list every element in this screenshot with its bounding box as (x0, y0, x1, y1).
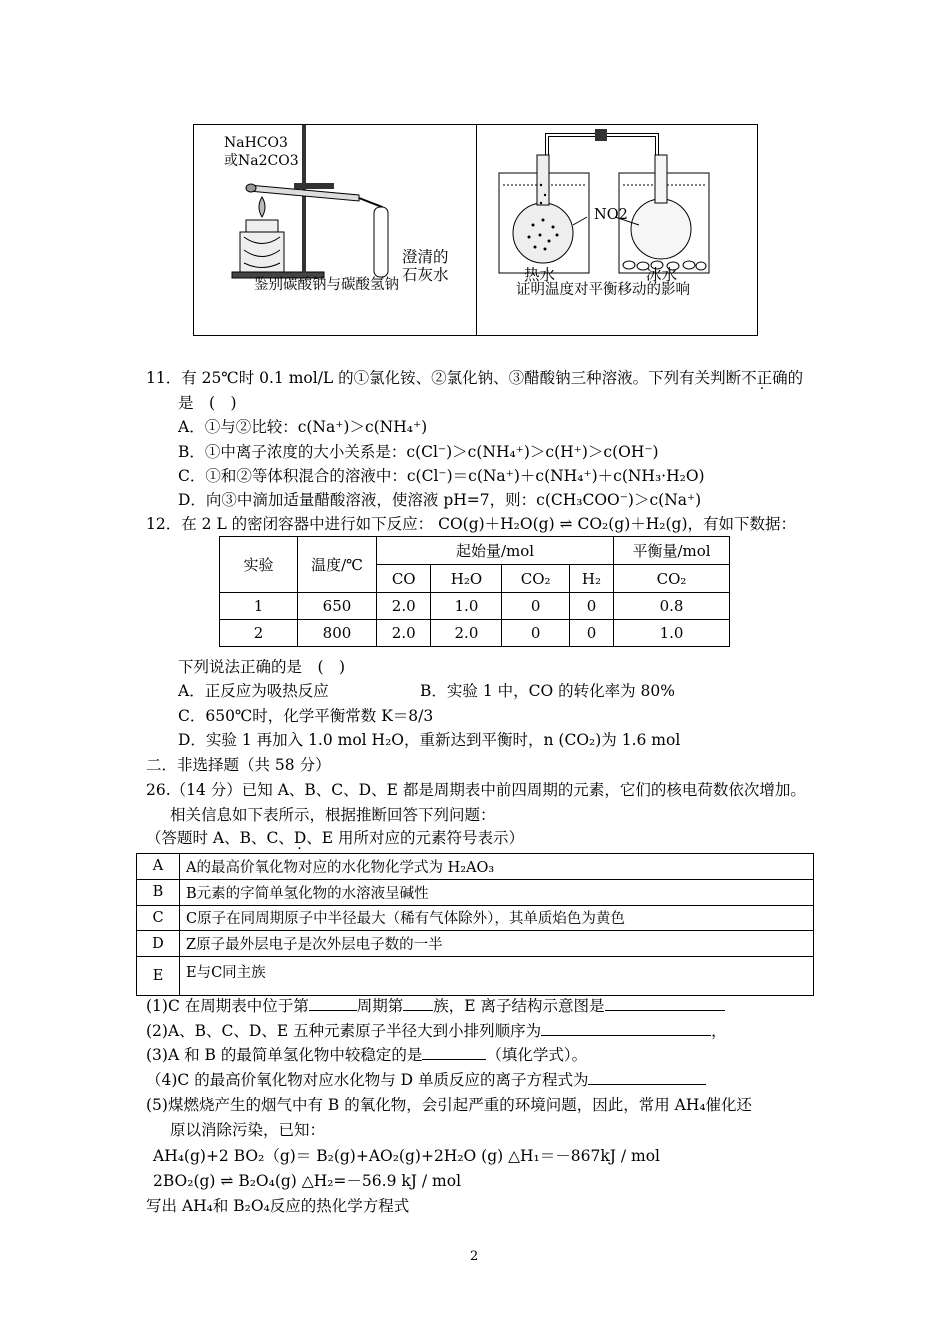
ice-water-label: 冰水 (646, 266, 678, 284)
th-temperature: 温度/℃ (298, 537, 377, 593)
q26-stem: 26.（14 分）已知 A、B、C、D、E 都是周期表中前四周期的元素，它们的核电荷数依次增加。 (146, 781, 806, 799)
table-row (137, 879, 814, 905)
q26-equation-1: AH₄(g)+2 BO₂（g)＝ B₂(g)+AO₂(g)+2H₂O (g) △H₁＝－867kJ / mol (153, 1147, 661, 1165)
th-co2: CO₂ (502, 565, 569, 593)
th-h2o: H₂O (431, 565, 502, 593)
q11-option-a: A．①与②比较：c(Na⁺)＞c(NH₄⁺) (178, 418, 428, 436)
left-label-reagent-1: NaHCO3 (224, 135, 288, 151)
table-cell: 1.0 (614, 620, 730, 647)
table-cell: A的最高价氧化物对应的水化物化学式为 H₂AO₃ (180, 854, 814, 880)
q26-part-5: (5)煤燃烧产生的烟气中有 B 的氧化物，会引起严重的环境问题，因此，常用 AH₄催化还 (146, 1096, 753, 1114)
table-cell: B元素的字简单氢化物的水溶液呈碱性 (180, 879, 814, 905)
left-label-reagent-2: 或Na2CO3 (224, 153, 299, 169)
table-cell: 0 (569, 593, 613, 620)
q26-part-4 (146, 1070, 706, 1090)
table-cell: A (137, 854, 180, 880)
q12-option-a: A．正反应为吸热反应 (178, 682, 329, 700)
table-cell: C (137, 905, 180, 931)
page-number: 2 (470, 1249, 479, 1264)
q12-data-table (219, 536, 730, 647)
table-cell: 0 (502, 593, 569, 620)
answer-blank-period[interactable] (309, 996, 357, 1011)
lime-water-label-1: 澄清的 (402, 248, 449, 266)
answer-blank-radius-order[interactable] (541, 1021, 711, 1036)
left-caption: 鉴别碳酸钠与碳酸氢钠 (254, 277, 399, 293)
q26-p2-end: ， (711, 1022, 727, 1040)
q26-part-3 (146, 1045, 587, 1065)
th-eq-co2: CO₂ (614, 565, 730, 593)
right-caption: 证明温度对平衡移动的影响 (516, 282, 690, 298)
table-cell: 2.0 (377, 620, 431, 647)
q26-note-text: （答题时 A、B、C、D、E 用所对应的元素符号表示） · (146, 829, 524, 847)
q11-emphasis: 不正确 (741, 369, 788, 387)
q11-stem-end: 的 (787, 369, 804, 387)
table-cell: 650 (298, 593, 377, 620)
table-row (137, 854, 814, 880)
q26-part-1 (146, 996, 725, 1016)
answer-blank-group[interactable] (403, 996, 433, 1011)
table-row (220, 593, 730, 620)
q26-p2-text: (2)A、B、C、D、E 五种元素原子半径大到小排列顺序为 (146, 1022, 542, 1040)
q26-part-5b: 原以消除污染，已知： (170, 1121, 326, 1139)
table-cell: D (137, 931, 180, 957)
q26-p3-end: （填化学式）。 (486, 1046, 588, 1064)
q12-stem: 12．在 2 L 的密闭容器中进行如下反应： CO(g)＋H₂O(g) ⇌ CO₂(g)＋H₂(g)，有如下数据： (146, 515, 797, 533)
q12-prompt: 下列说法正确的是 ( ) (178, 658, 346, 676)
table-row (137, 931, 814, 957)
section-heading: 二．非选择题（共 58 分） (146, 756, 331, 774)
table-cell: 0 (502, 620, 569, 647)
q11-stem (146, 368, 803, 388)
q11-option-c: C．①和②等体积混合的溶液中：c(Cl⁻)＝c(Na⁺)＋c(NH₄⁺)＋c(NH₃·H₂O) (178, 467, 705, 485)
th-equilibrium-amount: 平衡量/mol (614, 537, 730, 565)
table-cell: B (137, 879, 180, 905)
table-cell: 2.0 (377, 593, 431, 620)
q12-option-c: C．650℃时，化学平衡常数 K＝8/3 (178, 707, 434, 725)
element-info-table (136, 853, 814, 996)
equilibrium-apparatus-drawing (477, 125, 757, 335)
table-cell: 0.8 (614, 593, 730, 620)
q11-option-d: D．向③中滴加适量醋酸溶液，使溶液 pH=7，则：c(CH₃COO⁻)＞c(Na⁺) (178, 491, 702, 509)
q26-equation-2: 2BO₂(g) ⇌ B₂O₄(g) △H₂=－56.9 kJ / mol (153, 1172, 462, 1190)
q26-note (146, 828, 524, 848)
table-cell: 2.0 (431, 620, 502, 647)
table-cell: E与C同主族 (180, 957, 814, 996)
q26-part-2 (146, 1021, 727, 1041)
gas-label: NO2 (594, 207, 628, 223)
q11-option-b: B．①中离子浓度的大小关系是：c(Cl⁻)＞c(NH₄⁺)＞c(H⁺)＞c(OH⁻) (178, 443, 659, 461)
q26-p4-text: （4)C 的最高价氧化物对应水化物与 D 单质反应的离子方程式为 (146, 1071, 589, 1089)
lime-water-label-2: 石灰水 (402, 266, 449, 284)
table-cell: E (137, 957, 180, 996)
hot-water-label: 热水 (524, 266, 556, 284)
th-initial-amount: 起始量/mol (377, 537, 614, 565)
th-co: CO (377, 565, 431, 593)
table-cell: 800 (298, 620, 377, 647)
table-row (137, 905, 814, 931)
q26-p1-text-a: (1)C 在周期表中位于第 (146, 997, 309, 1015)
q11-stem-text: 11．有 25℃时 0.1 mol/L 的①氯化铵、②氯化钠、③醋酸钠三种溶液。下列有关判断 (146, 369, 742, 387)
table-cell: Z原子最外层电子是次外层电子数的一半 (180, 931, 814, 957)
table-cell: 2 (220, 620, 298, 647)
figure-box (193, 124, 758, 336)
q26-p1-text-b: 周期第 (356, 997, 404, 1015)
q26-stem-2: 相关信息如下表所示，根据推断回答下列问题： (170, 806, 496, 824)
table-cell: C原子在同周期原子中半径最大（稀有气体除外），其单质焰色为黄色 (180, 905, 814, 931)
q12-option-d: D．实验 1 再加入 1.0 mol H₂O，重新达到平衡时，n (CO₂)为 1.6 mol (178, 731, 681, 749)
answer-blank-ion-diagram[interactable] (605, 996, 725, 1011)
q12-option-b: B．实验 1 中，CO 的转化率为 80% (420, 682, 675, 700)
table-row (137, 957, 814, 996)
q26-p1-text-c: 族，E 离子结构示意图是 (433, 997, 605, 1015)
th-experiment: 实验 (220, 537, 298, 593)
q11-stem-2: 是 ( ) (178, 394, 237, 412)
th-h2: H₂ (569, 565, 613, 593)
answer-blank-ionic-equation[interactable] (588, 1070, 706, 1085)
table-cell: 0 (569, 620, 613, 647)
answer-blank-stable-hydride[interactable] (422, 1045, 486, 1060)
table-cell: 1.0 (431, 593, 502, 620)
q26-part-6: 写出 AH₄和 B₂O₄反应的热化学方程式 (146, 1197, 410, 1215)
table-cell: 1 (220, 593, 298, 620)
table-row (220, 620, 730, 647)
q26-p3-text: (3)A 和 B 的最简单氢化物中较稳定的是 (146, 1046, 423, 1064)
